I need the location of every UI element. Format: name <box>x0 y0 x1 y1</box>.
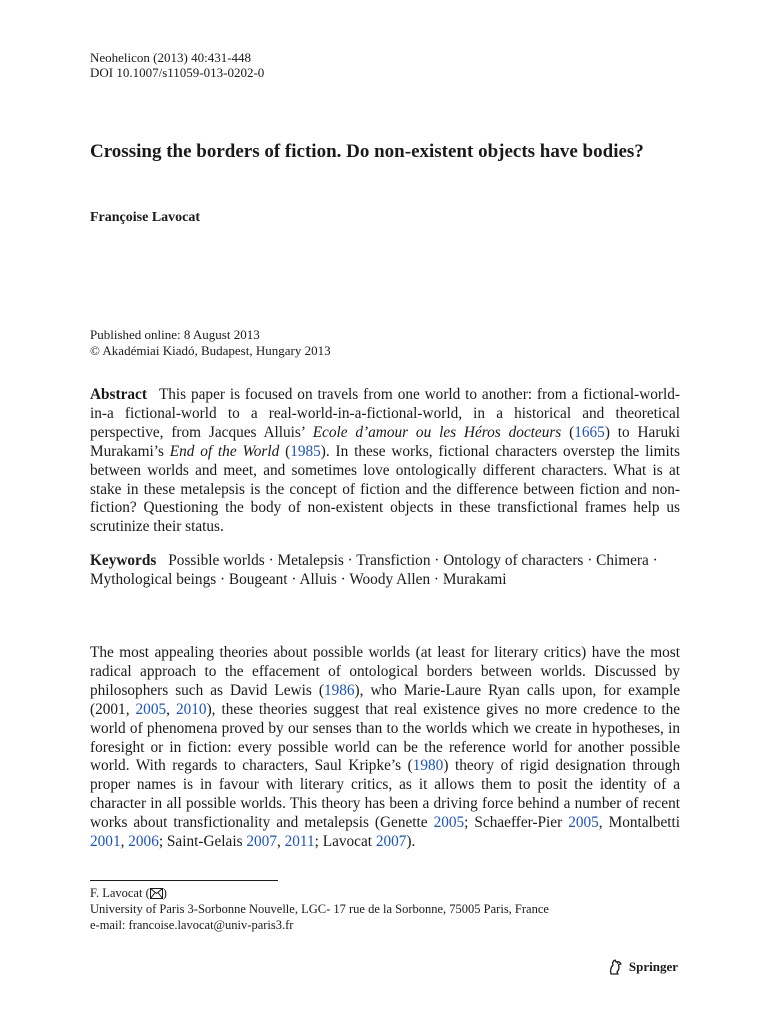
author-name: Françoise Lavocat <box>90 210 201 225</box>
footnote-author: F. Lavocat ( ) <box>90 886 167 903</box>
citation-link[interactable]: 1986 <box>323 681 355 699</box>
keywords-label: Keywords <box>90 552 157 569</box>
work-title: End of the World <box>169 442 280 460</box>
citation-link[interactable]: 2007 <box>375 833 407 851</box>
copyright: © Akadémiai Kiadó, Budapest, Hungary 2013 <box>90 343 331 358</box>
abstract: Abstract This paper is focused on travels from one world to another: from a fictional-world-in-a fictional-world to a real-world-in-a-fictional-world, in a historical and theoretical perspective, from Jacques Alluis’ Ecole d’amour ou les Héros docteurs (1665) to Haruki Murakami’s End of the World (1985). In these works, fictional characters overstep the limits between worlds and meet, and sometimes love ontologically different characters. What is at stake in these metalepsis is the concept of fiction and the difference between fiction and non-fiction? Questioning the body of non-existent objects in these transfictional frames help us scrutinize their status. <box>90 386 680 536</box>
envelope-icon[interactable] <box>150 888 163 903</box>
work-title: Ecole d’amour ou les Héros docteurs <box>312 423 562 441</box>
springer-horse-icon <box>607 958 625 976</box>
citation-link[interactable]: 1665 <box>574 423 605 441</box>
published-online: Published online: 8 August 2013 <box>90 327 260 342</box>
citation-link[interactable]: 2006 <box>128 833 159 851</box>
citation-link[interactable]: 1985 <box>290 442 321 460</box>
footnote-email: e-mail: francoise.lavocat@univ-paris3.fr <box>90 918 294 932</box>
citation-link[interactable]: 2007 <box>246 833 277 851</box>
intro-paragraph: The most appealing theories about possible worlds (at least for literary critics) have the most radical approach to the effacement of ontological borders between worlds. Discussed by philosophers such as David Lewis (1986), who Marie-Laure Ryan calls upon, for example (2001, 2005, 2010), these theories suggest that real existence gives no more credence to the world of phenomena proved by our senses than to the worlds which we create in hypotheses, in foresight or in fiction: every possible world can be the reference world for another possible world. With regards to characters, Saul Kripke’s (1980) theory of rigid designation through proper names is in favour with literary critics, as it allows them to posit the identity of a character in all possible worlds. This theory has been a driving force behind a number of recent works about transfictionality and metalepsis (Genette 2005; Schaeffer-Pier 2005, Montalbetti 2001, 2006; Saint-Gelais 2007, 2011; Lavocat 2007). <box>90 644 681 851</box>
footnote-affiliation: University of Paris 3-Sorbonne Nouvelle, LGC- 17 rue de la Sorbonne, 75005 Paris, France <box>90 902 549 916</box>
citation-link[interactable]: 1980 <box>412 757 444 775</box>
springer-logo <box>607 958 678 976</box>
keywords <box>90 552 680 590</box>
citation-link[interactable]: 2005 <box>135 700 167 718</box>
keywords-list: Possible worlds · Metalepsis · Transfiction · Ontology of characters · Chimera · Mythological beings · Bougeant · Alluis · Woody Allen · Murakami <box>90 552 658 588</box>
citation-link[interactable]: 2005 <box>433 814 465 832</box>
article-page <box>90 0 680 1024</box>
citation-link[interactable]: 2011 <box>284 833 315 851</box>
publisher-name: Springer <box>628 959 678 974</box>
footnote-divider <box>90 880 278 881</box>
article-title: Crossing the borders of fiction. Do non-existent objects have bodies? <box>90 141 644 162</box>
abstract-label: Abstract <box>90 386 147 403</box>
doi: DOI 10.1007/s11059-013-0202-0 <box>90 65 265 80</box>
citation-link[interactable]: 2010 <box>175 700 207 718</box>
citation-link[interactable]: 2001 <box>90 833 121 851</box>
citation-link[interactable]: 2005 <box>568 814 599 832</box>
journal-citation: Neohelicon (2013) 40:431-448 <box>90 50 252 65</box>
